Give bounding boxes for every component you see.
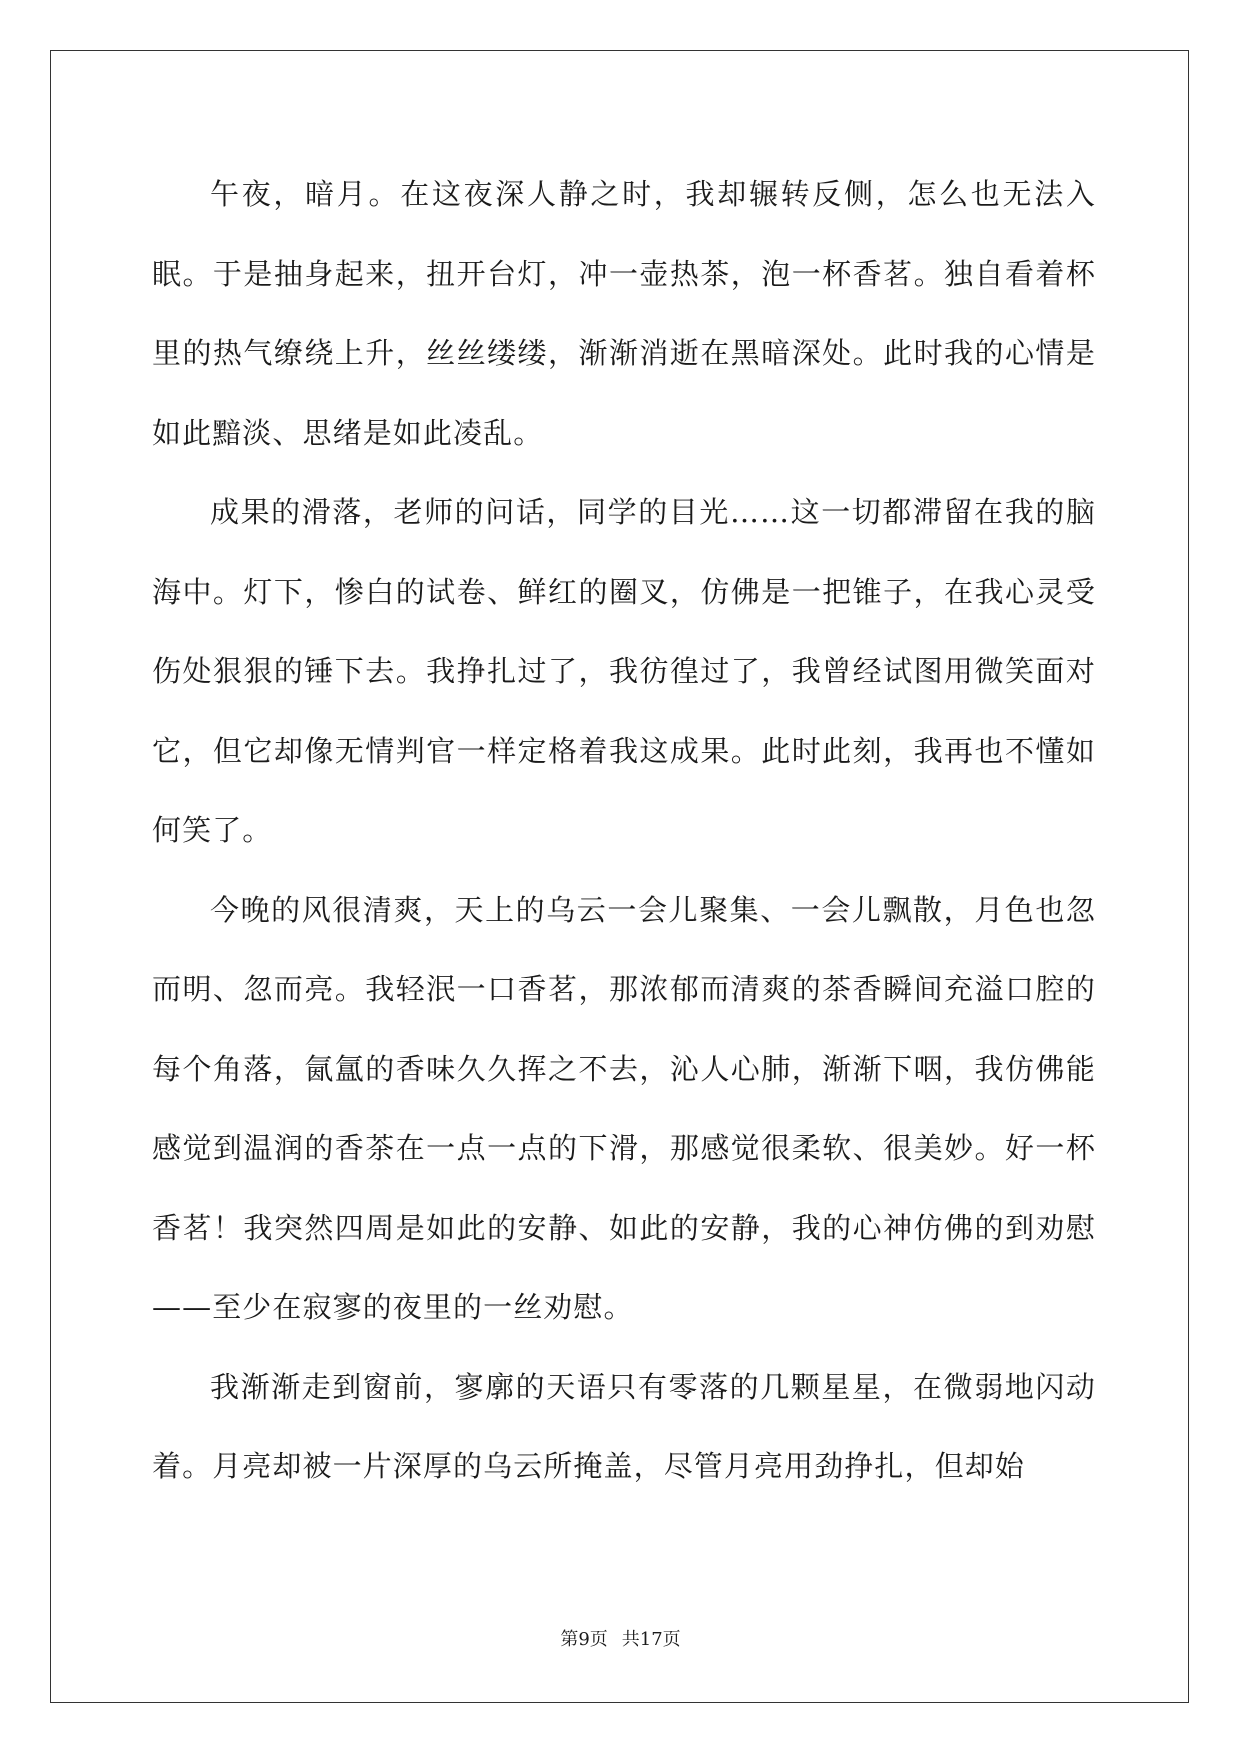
paragraph-3: 今晚的风很清爽，天上的乌云一会儿聚集、一会儿飘散，月色也忽而明、忽而亮。我轻泯一口香茗，那浓郁而清爽的茶香瞬间充溢口腔的每个角落，氤氲的香味久久挥之不去，沁人心肺，渐渐下咽，我仿佛能感觉到温润的香茶在一点一点的下滑，那感觉很柔软、很美妙。好一杯香茗！我突然四周是如此的安静、如此的安静，我的心神仿佛的到劝慰——至少在寂寥的夜里的一丝劝慰。 — [152, 892, 1096, 1324]
total-prefix: 共 — [621, 1629, 640, 1650]
page-number: 9 — [578, 1629, 590, 1650]
page-footer — [0, 1628, 1241, 1652]
page-suffix: 页 — [589, 1629, 608, 1650]
total-suffix: 页 — [662, 1629, 681, 1650]
page-prefix: 第 — [560, 1629, 579, 1650]
total-pages: 17 — [639, 1629, 663, 1650]
document-body — [152, 155, 1096, 1507]
paragraph-2: 成果的滑落，老师的问话，同学的目光……这一切都滞留在我的脑海中。灯下，惨白的试卷、鲜红的圈叉，仿佛是一把锥子，在我心灵受伤处狠狠的锤下去。我挣扎过了，我彷徨过了，我曾经试图用微笑面对它，但它却像无情判官一样定格着我这成果。此时此刻，我再也不懂如何笑了。 — [152, 495, 1096, 847]
paragraph-4: 我渐渐走到窗前，寥廓的天语只有零落的几颗星星，在微弱地闪动着。月亮却被一片深厚的乌云所掩盖，尽管月亮用劲挣扎，但却始 — [152, 1369, 1096, 1483]
paragraph-1: 午夜，暗月。在这夜深人静之时，我却辗转反侧，怎么也无法入眠。于是抽身起来，扭开台灯，冲一壶热茶，泡一杯香茗。独自看着杯里的热气缭绕上升，丝丝缕缕，渐渐消逝在黑暗深处。此时我的心情是如此黯淡、思绪是如此凌乱。 — [152, 177, 1096, 450]
